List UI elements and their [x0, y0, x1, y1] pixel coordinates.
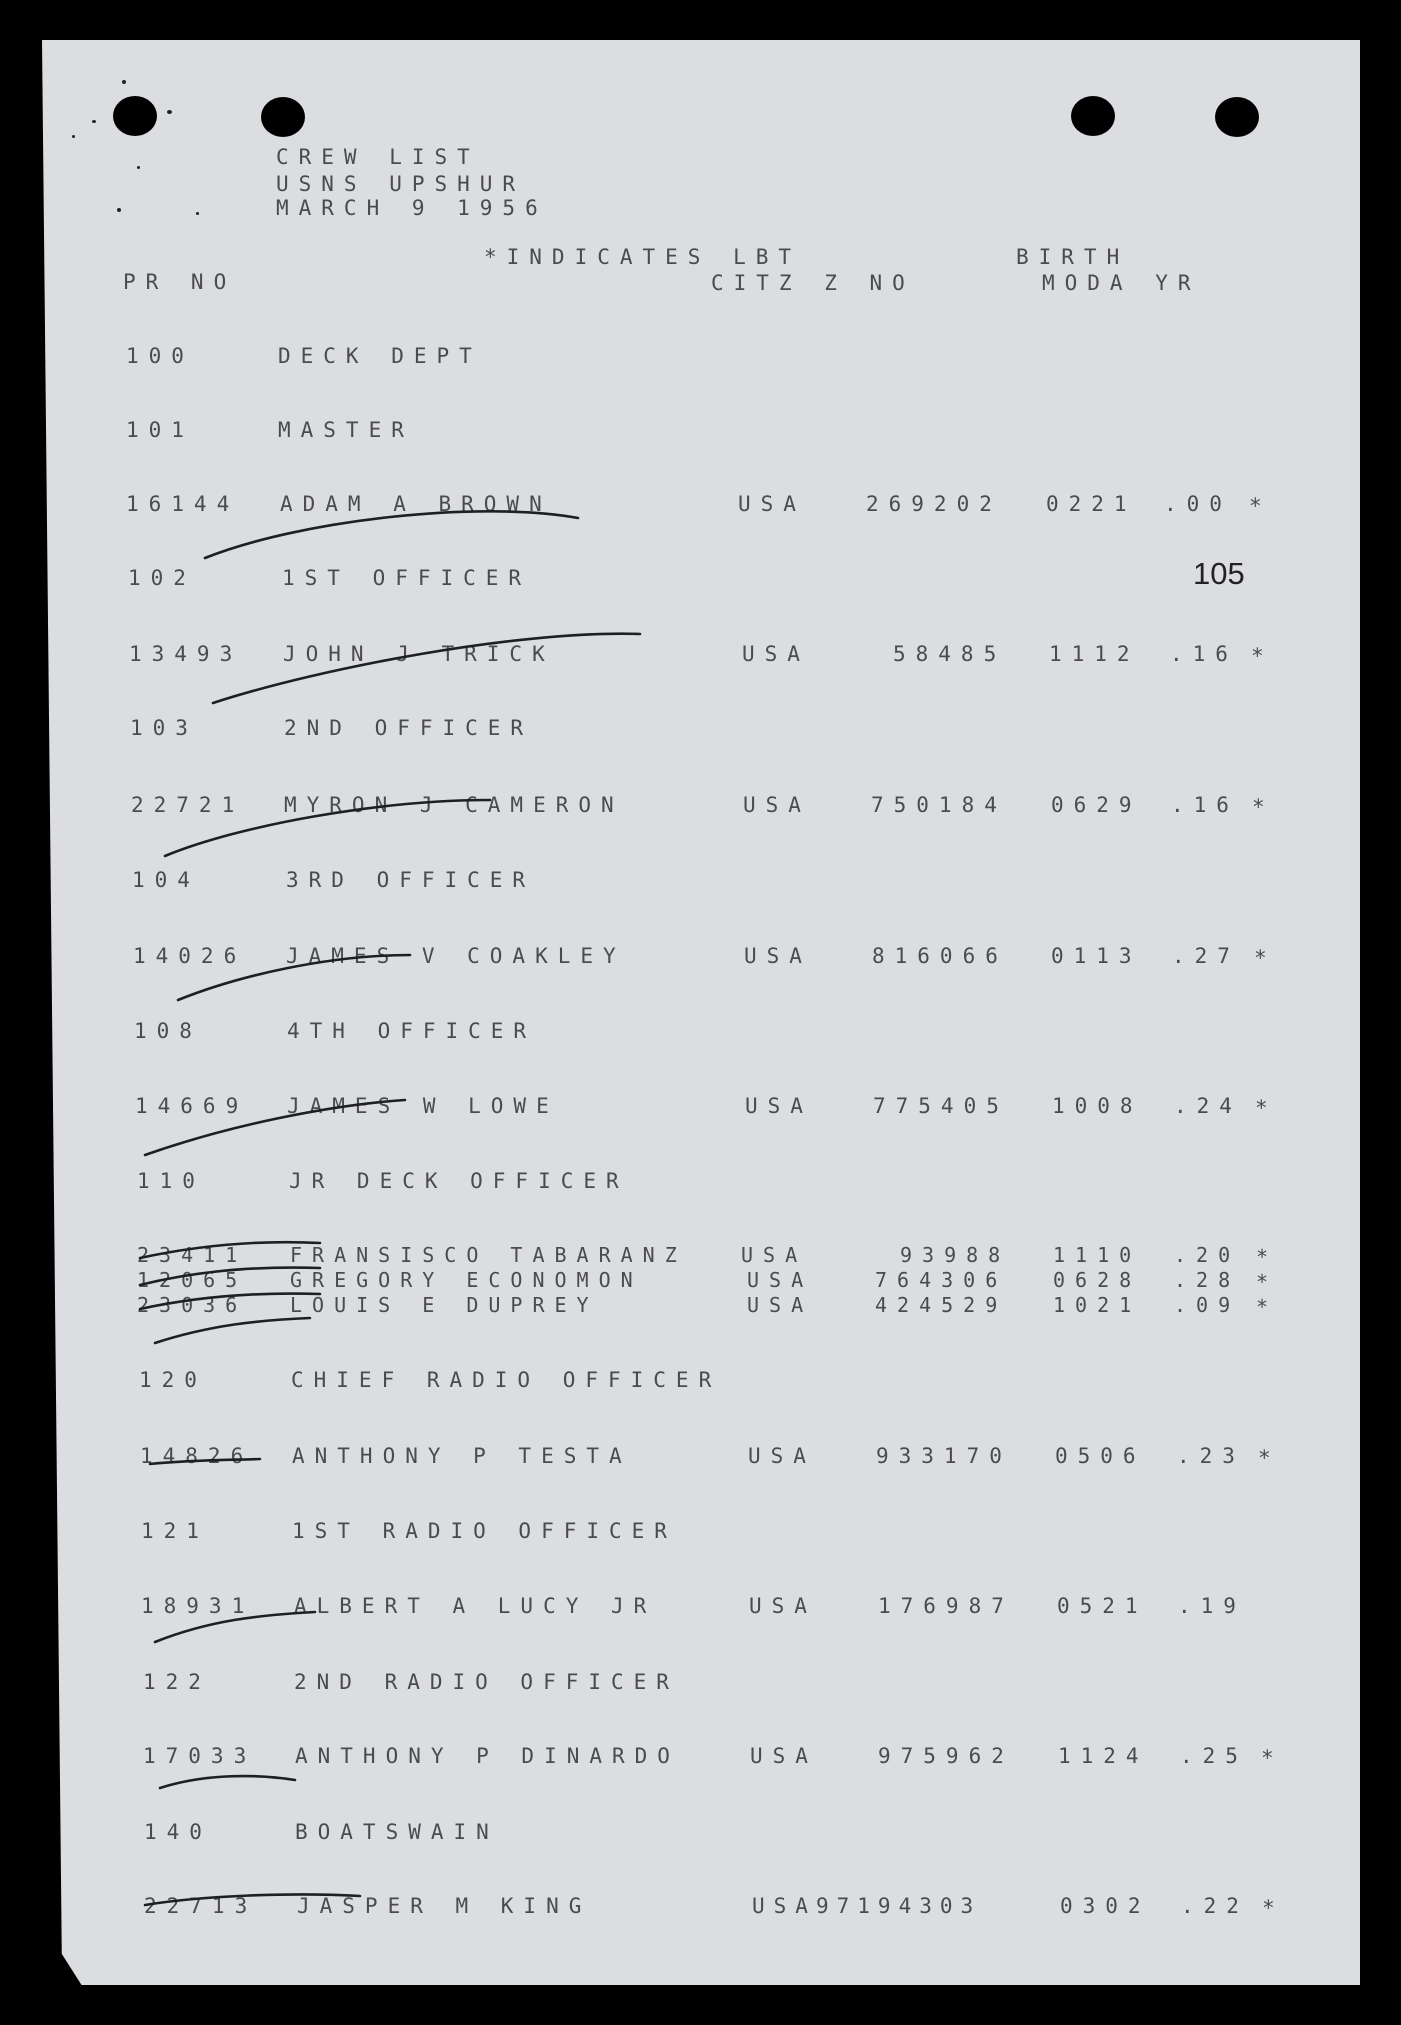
- crew-name: FRANSISCO TABARANZ: [290, 1243, 687, 1267]
- pr-number: 122: [143, 1670, 211, 1694]
- punch-hole: [1071, 96, 1115, 136]
- pr-number: 102: [128, 566, 196, 590]
- pr-number: 108: [134, 1019, 202, 1043]
- citizenship: USA: [747, 1268, 814, 1292]
- crew-name: JAMES W LOWE: [287, 1094, 559, 1118]
- lbt-mark: *: [1258, 1446, 1281, 1470]
- pr-number: 16144: [126, 492, 240, 516]
- birth-yr: .24: [1174, 1094, 1242, 1118]
- birth-moda: 0302: [1060, 1894, 1151, 1918]
- pr-number: 14669: [135, 1094, 249, 1118]
- birth-moda: 1124: [1058, 1744, 1149, 1768]
- birth-yr: .25: [1180, 1744, 1248, 1768]
- citizenship: USA: [743, 793, 811, 817]
- birth-yr: .22: [1181, 1894, 1249, 1918]
- birth-moda: 1008: [1052, 1094, 1143, 1118]
- birth-moda: 0221: [1046, 492, 1137, 516]
- pr-number: 23036: [137, 1293, 248, 1317]
- pr-number: 17033: [143, 1744, 257, 1768]
- position-label: JR DECK OFFICER: [289, 1169, 629, 1193]
- crew-name: ALBERT A LUCY JR: [294, 1594, 657, 1618]
- header-line3: MARCH 9 1956: [276, 196, 548, 220]
- pr-number: 14826: [140, 1444, 254, 1468]
- header-moda-yr: MODA YR: [1042, 271, 1201, 295]
- birth-moda: 0628: [1053, 1268, 1142, 1292]
- pr-number: 120: [139, 1368, 207, 1392]
- crew-name: JASPER M KING: [297, 1894, 592, 1918]
- header-pr-no: PR NO: [123, 270, 237, 294]
- birth-yr: .09: [1174, 1293, 1241, 1317]
- crew-name: MYRON J CAMERON: [284, 793, 624, 817]
- pr-number: 22721: [131, 793, 245, 817]
- lbt-mark: *: [1252, 795, 1275, 819]
- z-number: 933170: [876, 1444, 1012, 1468]
- citizenship: USA: [742, 642, 810, 666]
- citizenship: USA: [749, 1594, 817, 1618]
- z-number: 816066: [872, 944, 1008, 968]
- z-number: 269202: [866, 492, 1002, 516]
- z-number: 424529: [875, 1293, 1008, 1317]
- z-number: 176987: [878, 1594, 1014, 1618]
- crew-name: ADAM A BROWN: [280, 492, 552, 516]
- pr-number: 121: [141, 1519, 209, 1543]
- punch-hole: [1215, 97, 1259, 137]
- header-indicates: *INDICATES LBT: [484, 245, 802, 269]
- speck: [196, 212, 199, 215]
- position-label: 3RD OFFICER: [286, 868, 536, 892]
- citizenship: USA: [752, 1894, 817, 1918]
- pr-number: 103: [130, 716, 198, 740]
- crew-name: JAMES V COAKLEY: [286, 944, 626, 968]
- pr-number: 101: [126, 418, 194, 442]
- citizenship: USA: [741, 1243, 808, 1267]
- birth-yr: .27: [1172, 944, 1240, 968]
- position-label: 4TH OFFICER: [287, 1019, 537, 1043]
- section-label: DECK DEPT: [278, 344, 482, 368]
- position-label: BOATSWAIN: [295, 1820, 499, 1844]
- punch-hole: [113, 96, 157, 136]
- lbt-mark: *: [1255, 1096, 1278, 1120]
- document-page: [42, 40, 1360, 1985]
- pr-number: 14026: [133, 944, 247, 968]
- birth-yr: .23: [1177, 1444, 1245, 1468]
- lbt-mark: *: [1254, 946, 1277, 970]
- speck: [122, 80, 126, 84]
- punch-hole: [261, 97, 305, 137]
- pr-number: 110: [137, 1169, 205, 1193]
- position-label: 2ND OFFICER: [284, 716, 534, 740]
- birth-yr: .19: [1178, 1594, 1246, 1618]
- pr-number: 22713: [144, 1894, 258, 1918]
- z-number: 975962: [878, 1744, 1014, 1768]
- z-number: 775405: [873, 1094, 1009, 1118]
- pr-number: 13493: [129, 642, 243, 666]
- lbt-mark: *: [1262, 1896, 1285, 1920]
- pr-number: 12065: [137, 1268, 248, 1292]
- position-label: 2ND RADIO OFFICER: [294, 1670, 679, 1694]
- birth-moda: 0521: [1057, 1594, 1148, 1618]
- birth-yr: .28: [1174, 1268, 1241, 1292]
- z-number: 58485: [893, 642, 1007, 666]
- speck: [137, 166, 140, 169]
- lbt-mark: *: [1256, 1245, 1279, 1269]
- speck: [167, 110, 172, 114]
- speck: [117, 208, 121, 212]
- header-line2: USNS UPSHUR: [276, 172, 526, 196]
- position-label: MASTER: [278, 418, 414, 442]
- z-number: 764306: [875, 1268, 1008, 1292]
- z-number: 97194303: [816, 1894, 982, 1918]
- citizenship: USA: [750, 1744, 818, 1768]
- citizenship: USA: [747, 1293, 814, 1317]
- speck: [72, 135, 75, 138]
- birth-yr: .16: [1171, 793, 1239, 817]
- z-number: 750184: [871, 793, 1007, 817]
- lbt-mark: *: [1261, 1746, 1284, 1770]
- z-number: 93988: [900, 1243, 1011, 1267]
- crew-name: JOHN J TRICK: [283, 642, 555, 666]
- birth-yr: .20: [1174, 1243, 1241, 1267]
- crew-name: ANTHONY P DINARDO: [295, 1744, 680, 1768]
- crew-name: ANTHONY P TESTA: [292, 1444, 632, 1468]
- birth-moda: 1112: [1049, 642, 1140, 666]
- crew-name: LOUIS E DUPREY: [290, 1293, 599, 1317]
- position-label: CHIEF RADIO OFFICER: [291, 1368, 722, 1392]
- citizenship: USA: [745, 1094, 813, 1118]
- citizenship: USA: [738, 492, 806, 516]
- position-label: 1ST RADIO OFFICER: [292, 1519, 677, 1543]
- position-label: 1ST OFFICER: [282, 566, 532, 590]
- lbt-mark: *: [1256, 1270, 1279, 1294]
- header-birth: BIRTH: [1016, 245, 1130, 269]
- citizenship: USA: [744, 944, 812, 968]
- pr-number: 18931: [141, 1594, 255, 1618]
- birth-moda: 0506: [1055, 1444, 1146, 1468]
- citizenship: USA: [748, 1444, 816, 1468]
- page-number: 105: [1193, 556, 1245, 591]
- birth-moda: 1021: [1053, 1293, 1142, 1317]
- lbt-mark: *: [1251, 644, 1274, 668]
- header-citz-z-no: CITZ Z NO: [711, 271, 915, 295]
- crew-name: GREGORY ECONOMON: [290, 1268, 643, 1292]
- header-line1: CREW LIST: [276, 145, 480, 169]
- lbt-mark: *: [1256, 1295, 1279, 1319]
- birth-moda: 1110: [1053, 1243, 1142, 1267]
- lbt-mark: *: [1249, 494, 1272, 518]
- pr-number: 100: [126, 344, 194, 368]
- birth-moda: 0113: [1051, 944, 1142, 968]
- birth-yr: .00: [1164, 492, 1232, 516]
- speck: [92, 120, 96, 123]
- birth-yr: .16: [1170, 642, 1238, 666]
- pr-number: 140: [144, 1820, 212, 1844]
- pr-number: 104: [132, 868, 200, 892]
- birth-moda: 0629: [1051, 793, 1142, 817]
- pr-number: 23411: [137, 1243, 248, 1267]
